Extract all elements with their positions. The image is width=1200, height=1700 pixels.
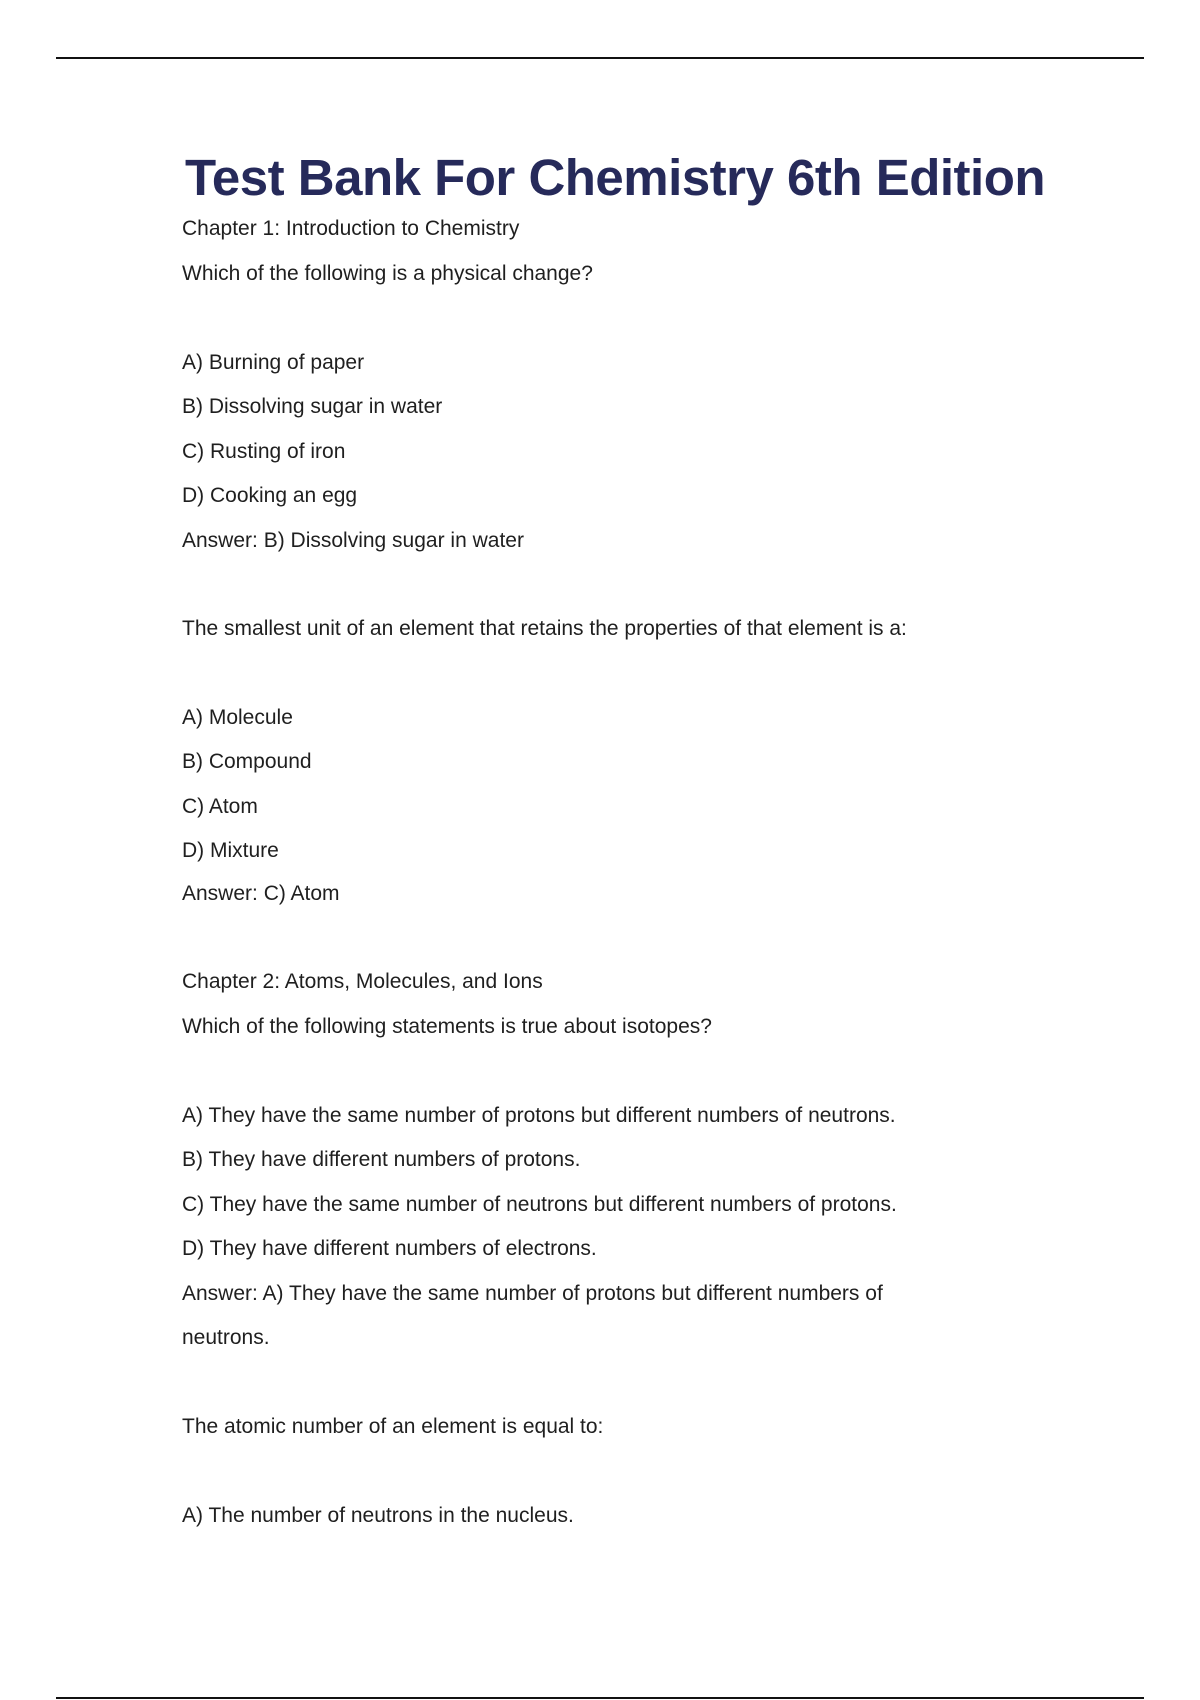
answer-option: B) Dissolving sugar in water [182, 395, 443, 418]
answer-option: C) Atom [182, 795, 258, 818]
bottom-rule [56, 1697, 1144, 1699]
answer-option: C) Rusting of iron [182, 440, 346, 463]
answer-key-continued: neutrons. [182, 1326, 270, 1349]
question-text: Which of the following is a physical change? [182, 262, 593, 285]
chapter-heading: Chapter 1: Introduction to Chemistry [182, 217, 520, 240]
question-text: The atomic number of an element is equal to: [182, 1415, 604, 1438]
chapter-heading: Chapter 2: Atoms, Molecules, and Ions [182, 970, 543, 993]
answer-option: A) Burning of paper [182, 351, 365, 374]
answer-option: A) They have the same number of protons but different numbers of neutrons. [182, 1104, 896, 1127]
answer-option: C) They have the same number of neutrons but different numbers of protons. [182, 1193, 897, 1216]
answer-option: A) Molecule [182, 706, 293, 729]
answer-option: B) Compound [182, 750, 312, 773]
answer-key: Answer: A) They have the same number of protons but different numbers of [182, 1282, 883, 1305]
answer-option: A) The number of neutrons in the nucleus. [182, 1504, 574, 1527]
answer-key: Answer: C) Atom [182, 882, 340, 905]
question-text: The smallest unit of an element that retains the properties of that element is a: [182, 617, 907, 640]
answer-option: D) Mixture [182, 839, 279, 862]
answer-option: D) They have different numbers of electrons. [182, 1237, 597, 1260]
top-rule [56, 57, 1144, 59]
question-text: Which of the following statements is true about isotopes? [182, 1015, 712, 1038]
document-title: Test Bank For Chemistry 6th Edition [185, 149, 1046, 206]
answer-key: Answer: B) Dissolving sugar in water [182, 529, 524, 552]
answer-option: D) Cooking an egg [182, 484, 358, 507]
answer-option: B) They have different numbers of protons. [182, 1148, 581, 1171]
